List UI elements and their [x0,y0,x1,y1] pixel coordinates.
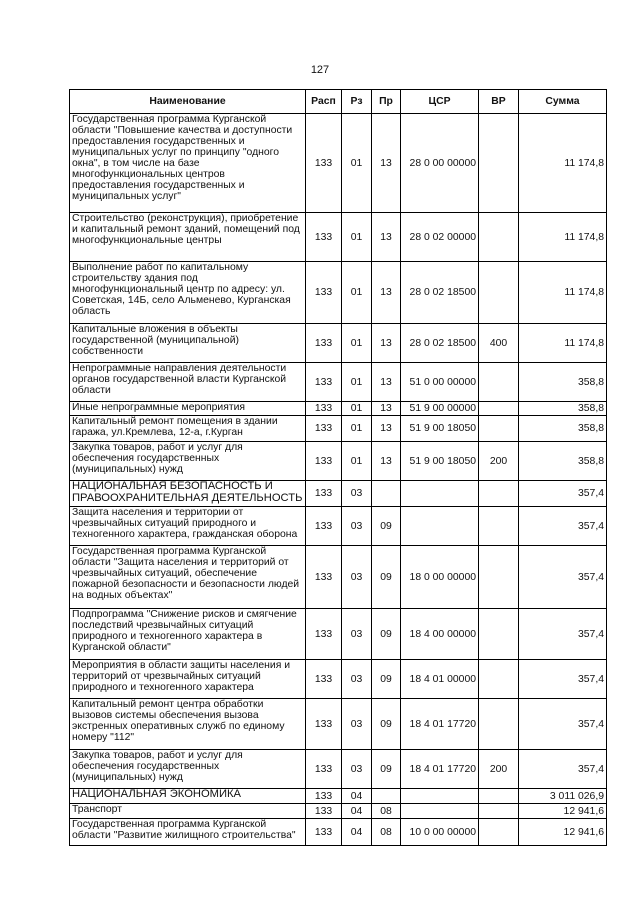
row-vr [479,114,519,213]
row-rz: 04 [342,819,372,846]
row-csr: 18 4 01 17720 [401,699,479,750]
row-pr [372,789,401,804]
row-sum: 357,4 [519,660,607,699]
row-name: Непрограммные направления деятельности органов государственной власти Курганской области [70,363,306,402]
row-rz: 01 [342,324,372,363]
table-row [70,416,607,442]
row-rasp: 133 [306,609,342,660]
row-csr: 28 0 00 00000 [401,114,479,213]
row-vr: 200 [479,442,519,481]
row-csr: 28 0 02 18500 [401,324,479,363]
row-sum: 358,8 [519,416,607,442]
row-vr [479,804,519,819]
row-csr: 10 0 00 00000 [401,819,479,846]
row-pr: 13 [372,324,401,363]
row-rasp: 133 [306,363,342,402]
table-row [70,213,607,262]
row-name: Мероприятия в области защиты населения и территорий от чрезвычайных ситуаций природного и техногенного характера [70,660,306,699]
row-sum: 357,4 [519,546,607,609]
row-name: Транспорт [70,804,306,819]
table-row [70,699,607,750]
row-vr [479,699,519,750]
row-name: Выполнение работ по капитальному строительству здания под многофункциональный центр по адресу: ул. Советская, 14Б, село Альменево, Курганская область [70,262,306,324]
row-rz: 03 [342,660,372,699]
table-row [70,660,607,699]
row-rasp: 133 [306,507,342,546]
row-pr: 09 [372,507,401,546]
row-rz: 01 [342,213,372,262]
row-csr: 51 9 00 18050 [401,442,479,481]
column-header-pr: Пр [372,90,401,114]
row-sum: 358,8 [519,442,607,481]
row-sum: 357,4 [519,750,607,789]
row-sum: 11 174,8 [519,114,607,213]
column-header-name: Наименование [70,90,306,114]
row-pr: 13 [372,114,401,213]
row-name: Защита населения и территории от чрезвычайных ситуаций природного и техногенного характера, гражданская оборона [70,507,306,546]
row-csr: 18 4 01 00000 [401,660,479,699]
row-csr [401,481,479,507]
row-rasp: 133 [306,750,342,789]
row-vr: 200 [479,750,519,789]
row-csr: 28 0 02 00000 [401,213,479,262]
row-pr: 09 [372,660,401,699]
row-rasp: 133 [306,442,342,481]
row-csr: 18 4 01 17720 [401,750,479,789]
row-rasp: 133 [306,402,342,416]
row-csr: 28 0 02 18500 [401,262,479,324]
row-name: Иные непрограммные мероприятия [70,402,306,416]
row-vr [479,819,519,846]
row-sum: 11 174,8 [519,262,607,324]
row-csr: 51 9 00 00000 [401,402,479,416]
row-rz: 01 [342,114,372,213]
row-pr: 13 [372,213,401,262]
row-rz: 03 [342,481,372,507]
row-sum: 12 941,6 [519,819,607,846]
row-vr [479,507,519,546]
row-csr: 51 9 00 18050 [401,416,479,442]
column-header-vr: ВР [479,90,519,114]
table-row [70,262,607,324]
row-vr [479,609,519,660]
row-sum: 357,4 [519,699,607,750]
row-vr: 400 [479,324,519,363]
table-row [70,324,607,363]
row-vr [479,402,519,416]
section-row [70,789,607,804]
budget-table [69,89,607,846]
row-csr [401,507,479,546]
row-sum: 357,4 [519,481,607,507]
row-rz: 03 [342,750,372,789]
row-vr [479,546,519,609]
table-header-row [70,90,607,114]
row-vr [479,416,519,442]
column-header-csr: ЦСР [401,90,479,114]
section-name: НАЦИОНАЛЬНАЯ ЭКОНОМИКА [70,789,306,804]
row-rasp: 133 [306,804,342,819]
row-name: Государственная программа Курганской области "Повышение качества и доступности предоставления государственных и муниципальных услуг по принципу "одного окна", в том числе на базе многофункциональных центров предоставления государственных и муниципальных услуг" [70,114,306,213]
row-rasp: 133 [306,546,342,609]
column-header-sum: Сумма [519,90,607,114]
row-sum: 11 174,8 [519,213,607,262]
row-name: Капитальный ремонт центра обработки вызовов системы обеспечения вызова экстренных оперативных служб по единому номеру "112" [70,699,306,750]
row-csr: 18 0 00 00000 [401,546,479,609]
row-rz: 03 [342,609,372,660]
row-rasp: 133 [306,114,342,213]
row-sum: 3 011 026,9 [519,789,607,804]
row-vr [479,789,519,804]
table-row [70,442,607,481]
row-vr [479,363,519,402]
row-sum: 11 174,8 [519,324,607,363]
row-rasp: 133 [306,819,342,846]
row-name: Строительство (реконструкция), приобретение и капитальный ремонт зданий, помещений под многофункциональные центры [70,213,306,262]
row-name: Капитальный ремонт помещения в здании гаража, ул.Кремлева, 12-а, г.Курган [70,416,306,442]
row-rasp: 133 [306,416,342,442]
row-rasp: 133 [306,789,342,804]
row-vr [479,213,519,262]
row-rasp: 133 [306,699,342,750]
row-rz: 03 [342,699,372,750]
page-number: 127 [310,64,330,76]
row-csr: 18 4 00 00000 [401,609,479,660]
row-rz: 03 [342,546,372,609]
row-pr: 09 [372,699,401,750]
row-sum: 357,4 [519,609,607,660]
row-vr [479,660,519,699]
row-rz: 01 [342,416,372,442]
section-row [70,481,607,507]
row-csr: 51 0 00 00000 [401,363,479,402]
row-sum: 358,8 [519,363,607,402]
row-sum: 357,4 [519,507,607,546]
row-rz: 04 [342,804,372,819]
table-row [70,819,607,846]
row-pr: 09 [372,546,401,609]
row-sum: 12 941,6 [519,804,607,819]
row-vr [479,481,519,507]
row-rasp: 133 [306,262,342,324]
row-pr: 13 [372,363,401,402]
table-row [70,750,607,789]
row-pr: 09 [372,609,401,660]
row-pr: 13 [372,262,401,324]
row-name: Государственная программа Курганской области "Защита населения и территорий от чрезвычайных ситуаций, обеспечение пожарной безопасности и безопасности людей на водных объектах" [70,546,306,609]
row-csr [401,789,479,804]
row-pr: 08 [372,804,401,819]
table-row [70,114,607,213]
row-csr [401,804,479,819]
row-pr: 09 [372,750,401,789]
row-name: Закупка товаров, работ и услуг для обеспечения государственных (муниципальных) нужд [70,442,306,481]
row-rasp: 133 [306,660,342,699]
row-pr: 13 [372,402,401,416]
row-name: Капитальные вложения в объекты государственной (муниципальной) собственности [70,324,306,363]
table-row [70,363,607,402]
row-pr: 13 [372,442,401,481]
row-name: Государственная программа Курганской области "Развитие жилищного строительства" [70,819,306,846]
row-pr: 13 [372,416,401,442]
row-vr [479,262,519,324]
table-row [70,507,607,546]
row-name: Закупка товаров, работ и услуг для обеспечения государственных (муниципальных) нужд [70,750,306,789]
row-pr [372,481,401,507]
row-rz: 04 [342,789,372,804]
table-row [70,609,607,660]
column-header-rasp: Расп [306,90,342,114]
row-rasp: 133 [306,213,342,262]
row-rz: 01 [342,262,372,324]
row-pr: 08 [372,819,401,846]
row-rz: 03 [342,507,372,546]
row-rz: 01 [342,363,372,402]
row-sum: 358,8 [519,402,607,416]
table-row [70,402,607,416]
row-rasp: 133 [306,324,342,363]
table-row [70,546,607,609]
row-name: Подпрограмма "Снижение рисков и смягчение последствий чрезвычайных ситуаций природного и техногенного характера в Курганской области" [70,609,306,660]
row-rz: 01 [342,402,372,416]
section-name: НАЦИОНАЛЬНАЯ БЕЗОПАСНОСТЬ И ПРАВООХРАНИТЕЛЬНАЯ ДЕЯТЕЛЬНОСТЬ [70,481,306,507]
table-row [70,804,607,819]
row-rasp: 133 [306,481,342,507]
column-header-rz: Рз [342,90,372,114]
row-rz: 01 [342,442,372,481]
